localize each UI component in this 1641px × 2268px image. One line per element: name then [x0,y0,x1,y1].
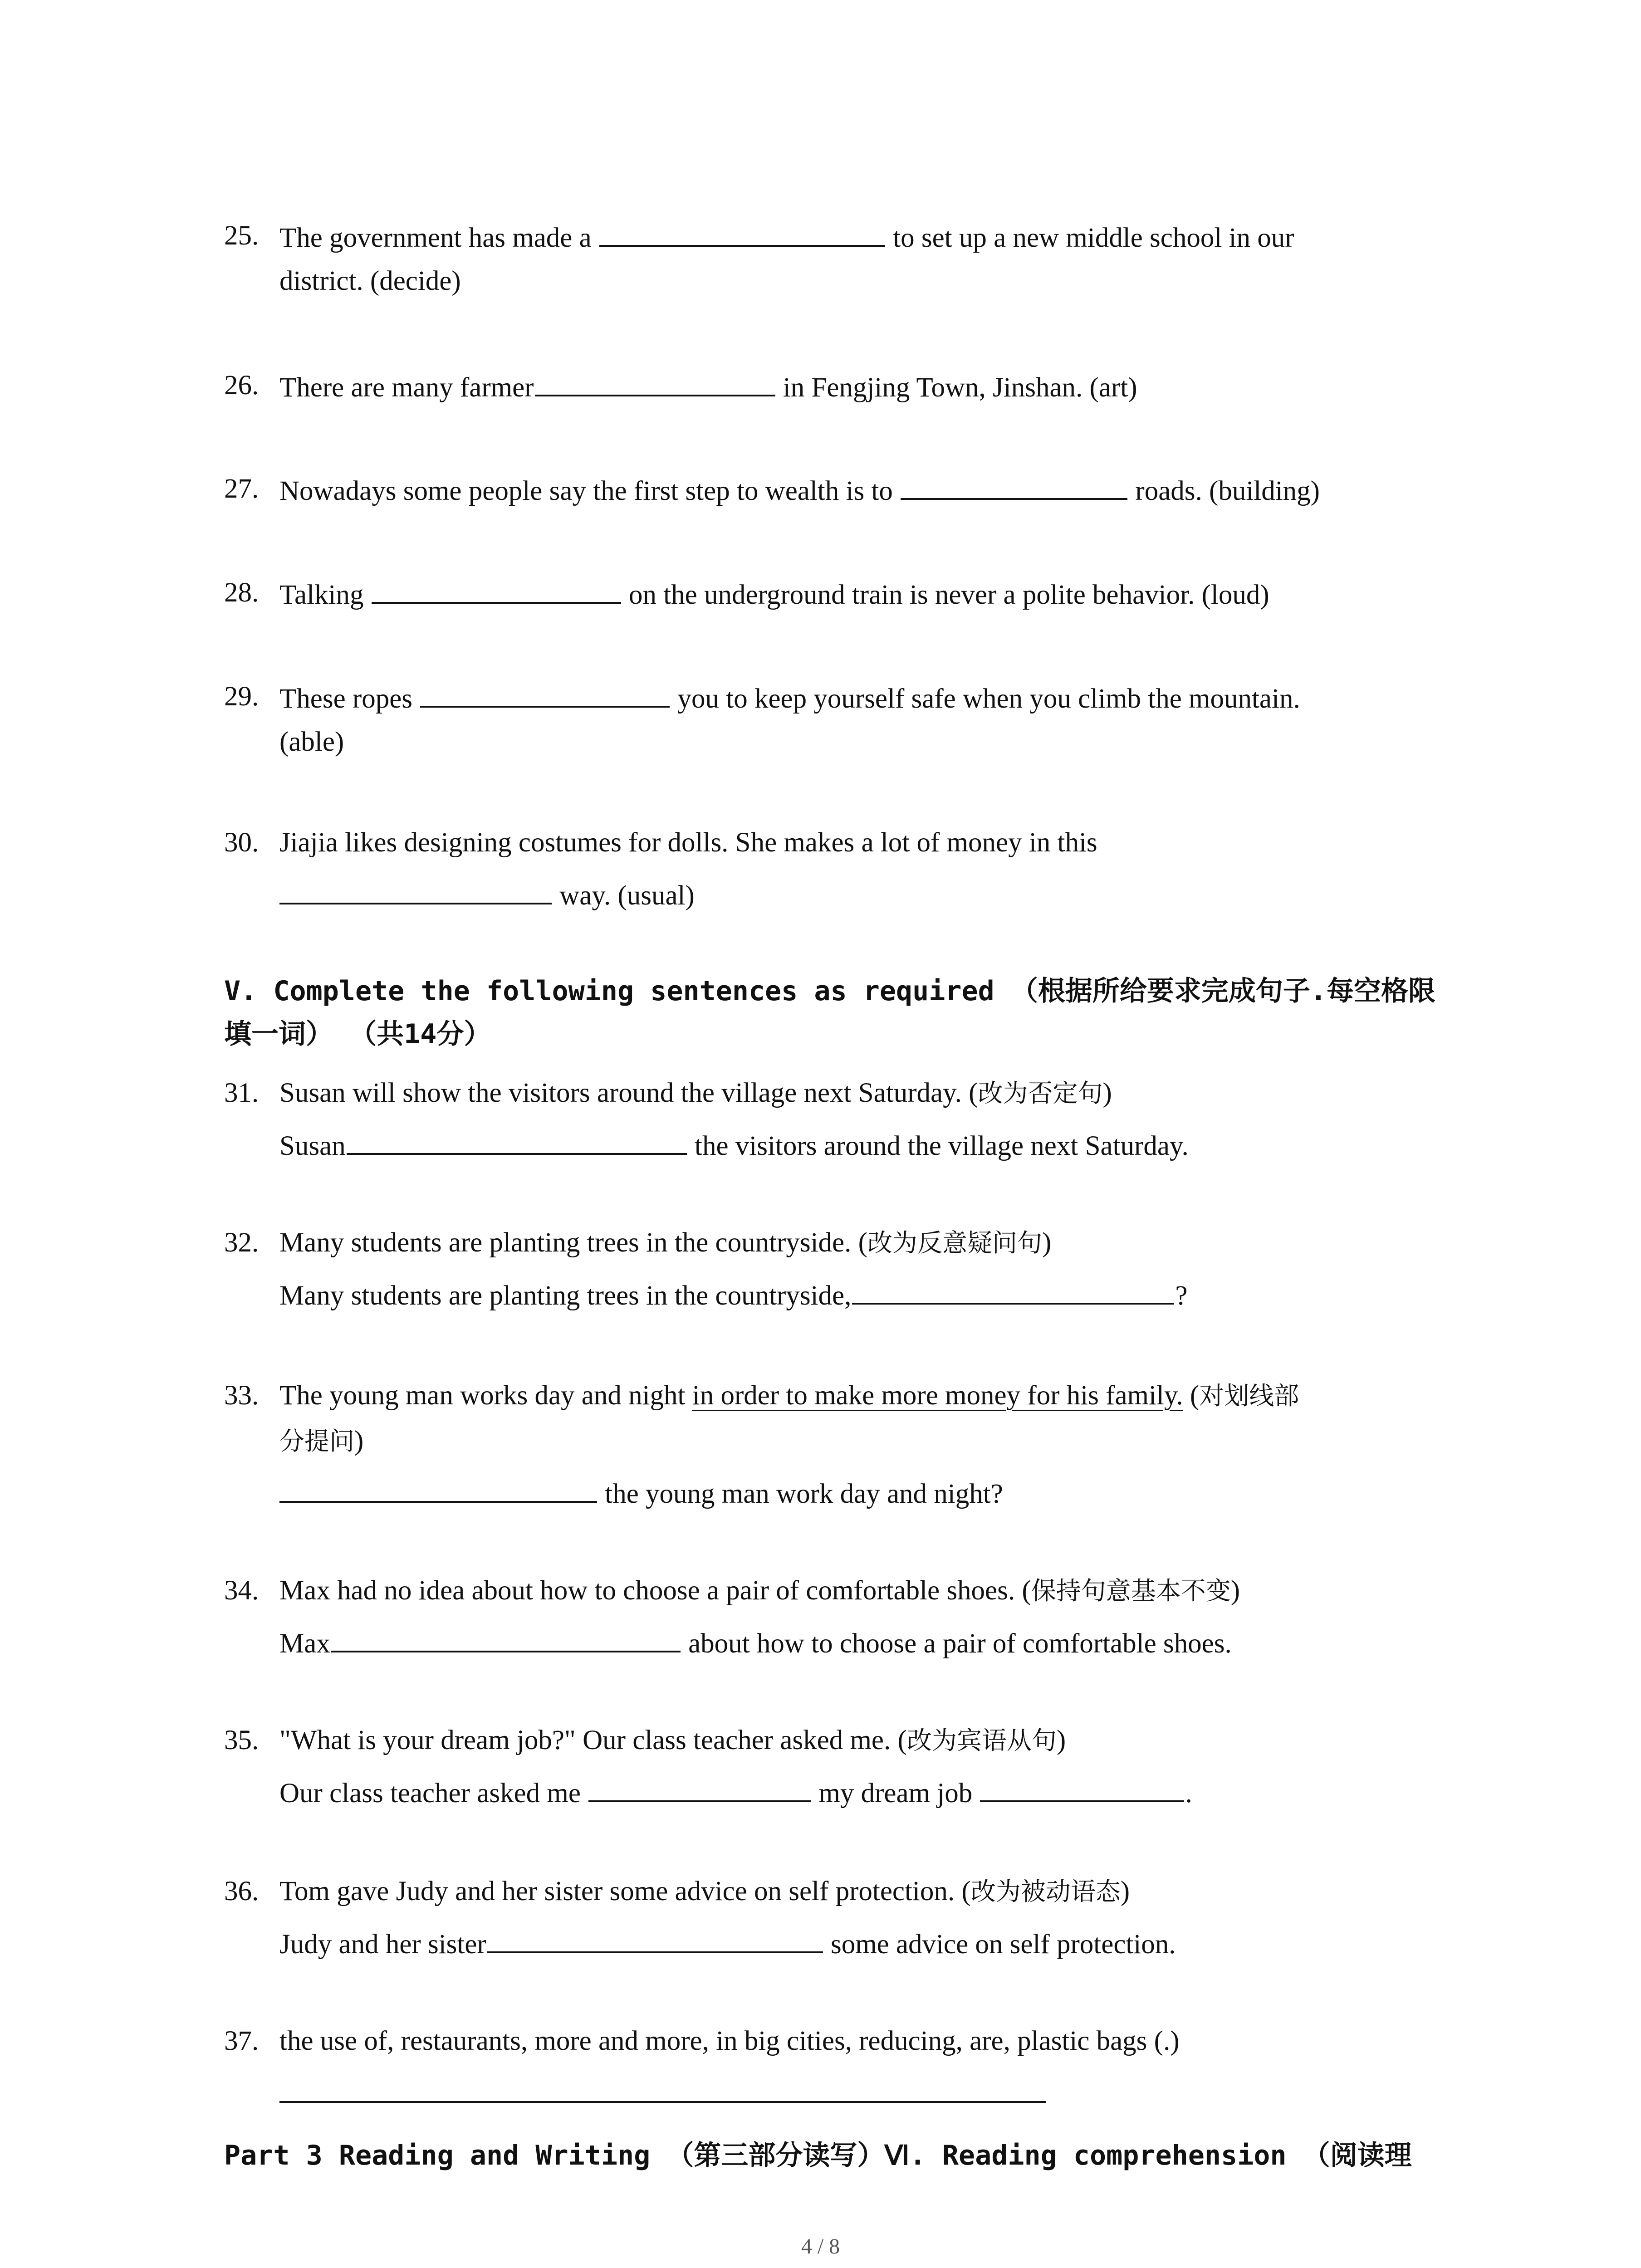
answer-blank[interactable] [588,1773,811,1802]
question-number: 26. [224,370,259,401]
question-number: 28. [224,577,259,608]
answer-blank[interactable] [852,1276,1174,1305]
answer-blank[interactable] [980,1773,1184,1802]
question-number: 34. [224,1575,259,1606]
section-v-heading: V. Complete the following sentences as required （根据所给要求完成句子.每空格限 填一词） （共14分） [224,975,1436,1050]
answer-blank[interactable] [331,1623,681,1652]
answer-blank[interactable] [535,367,775,396]
answer-blank[interactable] [420,679,670,708]
underlined-phrase: in order to make more money for his family. [692,1380,1183,1411]
question-number: 32. [224,1227,259,1258]
question-number: 29. [224,681,259,712]
question-number: 36. [224,1876,259,1906]
part-3-heading: Part 3 Reading and Writing （第三部分读写）Ⅵ. Reading comprehension （阅读理 [224,2140,1412,2171]
answer-blank[interactable] [599,218,885,247]
answer-blank[interactable] [487,1924,823,1953]
question-number: 31. [224,1078,259,1108]
answer-blank[interactable] [279,875,552,904]
answer-blank[interactable] [279,1474,597,1503]
exam-page: 25. The government has made a to set up a new middle school in our district. (decide) 26. There are many farmer in Fengjing Town, Jinshan. (art) 27. Nowadays some people say the first step to wealth is to roads. (building) 28. Talking on the underground train is never a polite behavior. (loud) 29. These ropes you to keep yourself safe when you climb the mountain. (able) 30. Jiajia likes designing costumes for dolls. She makes a lot of money in this way. (usual) V. Complete the following sentences as required （根据所给要求完成句子.每空格限 填一词） （共14分） 31. Susan will show the visitors around the village next Saturday. (改为否定句) Susan the visitors around the village next Saturday. 32. Many students are planting trees in the countryside. (改为反意疑问句) Many students are planting trees in the countryside, ? 33. The young man works day and night in order to make more money for his family. (对划线部 分提问) the young man work day and night? 34. Max had no idea about how to choose a pair of comfortable shoes. (保持句意基本不变) Max about how to choose a pair of comfortable shoes. 35. "What is your dream job?" Our class teacher asked me. (改为宾语从句) Our class teacher asked me my dream job . 36. Tom gave Judy and her sister some advice on self protection. (改为被动语态) Judy and her sister some advice on self protection. 37. the use of, restaurants, more and more, in big cities, reducing, are, plastic bags (.) Part 3 Reading and Writing （第三部分读写）Ⅵ. Reading comprehension （阅读理 4 / 8 [0,0,1641,2268]
answer-blank[interactable] [901,471,1127,500]
answer-blank[interactable] [347,1126,687,1155]
answer-line[interactable] [279,2074,1046,2103]
page-number: 4 / 8 [801,2234,840,2258]
question-number: 30. [224,827,259,858]
answer-blank[interactable] [372,575,621,604]
question-number: 27. [224,474,259,504]
question-number: 33. [224,1380,259,1411]
question-number: 25. [224,220,259,251]
question-number: 37. [224,2026,259,2056]
question-number: 35. [224,1725,259,1755]
